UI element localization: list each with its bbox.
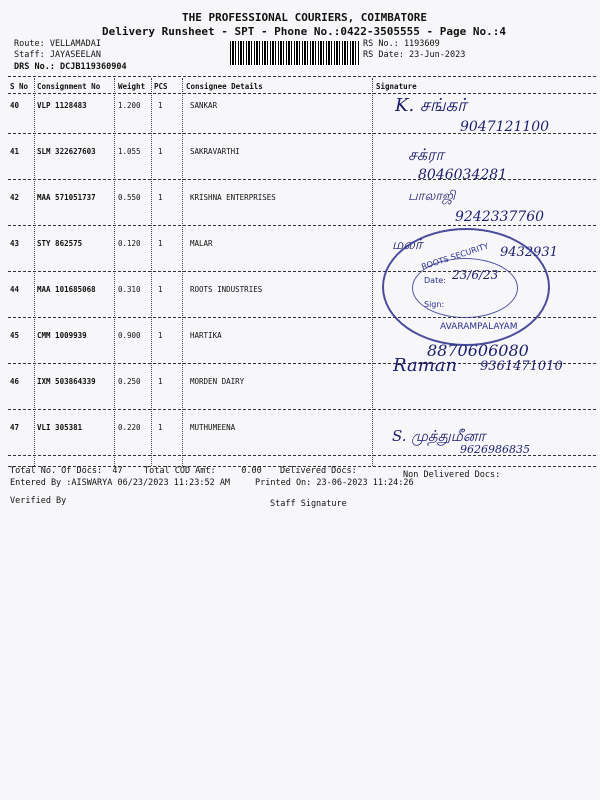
verified-by: Verified By	[10, 496, 67, 506]
row-pcs: 1	[158, 285, 163, 294]
col-weight: Weight	[118, 82, 146, 91]
total-docs: Total No. Of Docs: 47	[10, 466, 123, 476]
row-consignment: CMM 1009939	[37, 331, 87, 340]
delivered-docs: Delivered Docs:	[280, 466, 357, 476]
non-delivered-docs: Non Delivered Docs:	[403, 470, 501, 480]
row-weight: 0.900	[118, 331, 141, 340]
route-label: Route: VELLAMADAI	[14, 39, 101, 49]
staff-label: Staff: JAYASEELAN	[14, 50, 101, 60]
stamp-date-value: 23/6/23	[452, 268, 499, 282]
row-sno: 43	[10, 239, 20, 248]
row-sno: 47	[10, 423, 20, 432]
row-consignment: MAA 571051737	[37, 193, 96, 202]
row-pcs: 1	[158, 377, 163, 386]
row-consignee: KRISHNA ENTERPRISES	[190, 193, 276, 202]
barcode	[230, 41, 360, 65]
row-weight: 0.310	[118, 285, 141, 294]
signature-phone: 8046034281	[418, 167, 508, 183]
row-consignment: MAA 101685068	[37, 285, 96, 294]
entered-by: Entered By :AISWARYA 06/23/2023 11:23:52 AM	[10, 478, 231, 488]
col-sno: S No	[10, 82, 29, 91]
row-sno: 45	[10, 331, 20, 340]
signature-name: சக்ரா	[408, 145, 444, 164]
stamp-top-text: ROOTS SECURITY	[420, 241, 490, 272]
signature-name: மலர்	[392, 237, 423, 253]
row-weight: 0.550	[118, 193, 141, 202]
row-pcs: 1	[158, 239, 163, 248]
row-consignment: IXM 503864339	[37, 377, 96, 386]
row-weight: 0.220	[118, 423, 141, 432]
row-sno: 41	[10, 147, 20, 156]
signature-name: பாலாஜி	[408, 189, 456, 204]
row-weight: 1.055	[118, 147, 141, 156]
row-consignment: VLI 305381	[37, 423, 83, 432]
row-consignee: MORDEN DAIRY	[190, 377, 245, 386]
row-separator	[8, 225, 596, 226]
signature-phone: 9047121100	[460, 119, 550, 135]
total-cod: Total COD Amt: 0.00	[144, 466, 262, 476]
signature-phone: 9432931	[500, 245, 558, 260]
row-separator	[8, 179, 596, 180]
row-sno: 46	[10, 377, 20, 386]
stamp-date-label: Date:	[424, 276, 446, 285]
row-consignee: SANKAR	[190, 101, 218, 110]
col-signature: Signature	[376, 82, 417, 91]
row-weight: 0.120	[118, 239, 141, 248]
row-consignment: VLP 1128483	[37, 101, 87, 110]
row-sno: 42	[10, 193, 20, 202]
row-sno: 44	[10, 285, 20, 294]
staff-signature-label: Staff Signature	[270, 499, 347, 509]
signature-phone: 9626986835	[460, 443, 530, 456]
row-consignee: ROOTS INDUSTRIES	[190, 285, 263, 294]
row-consignee: SAKRAVARTHI	[190, 147, 240, 156]
row-consignee: MALAR	[190, 239, 213, 248]
row-sno: 40	[10, 101, 20, 110]
rs-number: RS No.: 1193609	[363, 39, 440, 49]
signature-name: K. சங்கர்	[395, 95, 467, 116]
row-pcs: 1	[158, 423, 163, 432]
col-pcs: PCS	[154, 82, 168, 91]
stamp-sign-label: Sign:	[424, 300, 445, 309]
row-weight: 1.200	[118, 101, 141, 110]
row-pcs: 1	[158, 147, 163, 156]
row-consignment: STY 862575	[37, 239, 83, 248]
printed-on: Printed On: 23-06-2023 11:24:26	[255, 478, 414, 488]
row-consignment: SLM 322627603	[37, 147, 96, 156]
rs-date: RS Date: 23-Jun-2023	[363, 50, 466, 60]
row-weight: 0.250	[118, 377, 141, 386]
stamp-place-text: AVARAMPALAYAM	[440, 322, 518, 332]
row-pcs: 1	[158, 331, 163, 340]
row-consignee: MUTHUMEENA	[190, 423, 236, 432]
row-pcs: 1	[158, 101, 163, 110]
row-pcs: 1	[158, 193, 163, 202]
runsheet-title: Delivery Runsheet - SPT - Phone No.:0422-3505555 - Page No.:4	[102, 25, 506, 38]
row-consignee: HARTIKA	[190, 331, 222, 340]
col-consignee: Consignee Details	[186, 82, 263, 91]
signature-phone: 8870606080	[427, 341, 529, 360]
signature-name: S. முத்துமீனா	[392, 427, 486, 445]
drs-number: DRS No.: DCJB119360904	[14, 62, 127, 72]
signature-name: Raman	[393, 355, 458, 376]
signature-phone: 9361471010	[480, 359, 563, 374]
signature-phone: 9242337760	[455, 209, 545, 225]
company-title: THE PROFESSIONAL COURIERS, COIMBATORE	[182, 11, 428, 24]
row-separator	[8, 409, 596, 410]
col-consignment: Consignment No	[37, 82, 101, 91]
